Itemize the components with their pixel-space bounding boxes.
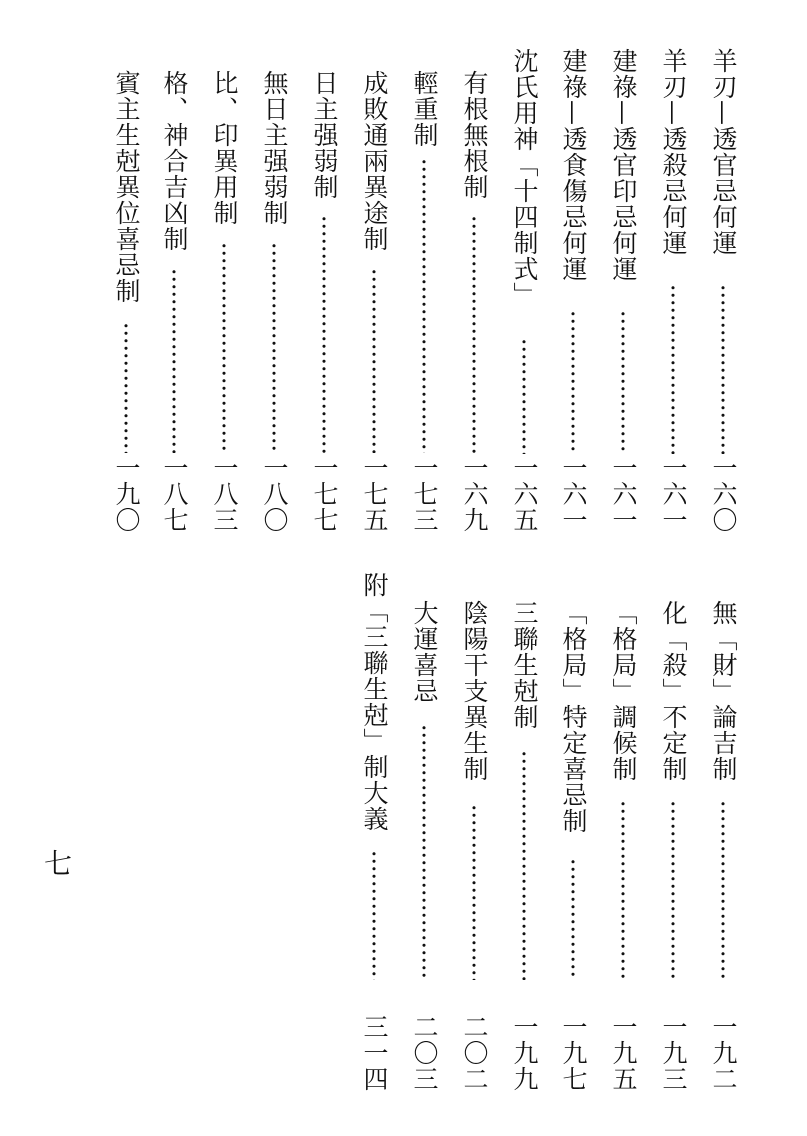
entry-title: 羊刃—透殺忌何運 <box>659 48 688 256</box>
toc-entry <box>356 572 392 1092</box>
entry-page: 一七三 <box>410 455 439 533</box>
entry-page: 一六〇 <box>709 455 738 533</box>
dot-leader <box>108 322 144 453</box>
entry-page: 一七七 <box>310 455 339 533</box>
dot-leader <box>356 850 392 980</box>
dot-leader <box>506 338 542 454</box>
toc-entry <box>705 48 741 533</box>
entry-title: 大運喜忌 <box>410 600 439 704</box>
entry-title: 賓主生尅異位喜忌制 <box>112 70 141 304</box>
entry-title: 成敗通兩異途制 <box>360 70 389 252</box>
entry-page: 一九七 <box>559 1014 588 1092</box>
entry-page: 一八三 <box>210 455 239 533</box>
entry-title: 無「財」論吉制 <box>709 600 738 782</box>
dot-leader <box>605 310 641 454</box>
entry-title: 建祿—透食傷忌何運 <box>559 48 588 282</box>
entry-title: 「格局」特定喜忌制 <box>559 600 588 834</box>
entry-page: 一九五 <box>609 1014 638 1092</box>
toc-entry <box>256 70 292 533</box>
entry-title: 建祿—透官印忌何運 <box>609 48 638 282</box>
dot-leader <box>406 724 442 980</box>
dot-leader <box>555 310 591 454</box>
entry-page: 一七五 <box>360 455 389 533</box>
toc-entry <box>108 70 144 533</box>
toc-entry <box>206 70 242 533</box>
entry-page: 三一四 <box>360 1014 389 1092</box>
toc-entry <box>456 600 492 1092</box>
entry-title: 比、印異用制 <box>210 70 239 226</box>
entry-page: 一六一 <box>609 455 638 533</box>
toc-entry <box>655 600 691 1092</box>
toc-entry <box>555 48 591 533</box>
dot-leader <box>206 242 242 453</box>
entry-title: 陰陽干支異生制 <box>460 600 489 782</box>
dot-leader <box>406 158 442 453</box>
dot-leader <box>705 800 741 980</box>
entry-title: 格、神合吉凶制 <box>160 70 189 252</box>
entry-page: 一六一 <box>659 455 688 533</box>
entry-page: 一九〇 <box>112 455 141 533</box>
entry-title: 羊刃—透官忌何運 <box>709 48 738 256</box>
entry-page: 一六五 <box>510 455 539 533</box>
toc-entry <box>406 70 442 533</box>
entry-title: 化「殺」不定制 <box>659 600 688 782</box>
entry-title: 輕重制 <box>410 70 439 148</box>
toc-entry <box>406 600 442 1092</box>
toc-entry <box>156 70 192 533</box>
dot-leader <box>306 215 342 453</box>
dot-leader <box>456 804 492 980</box>
dot-leader <box>506 750 542 980</box>
toc-entry <box>356 70 392 533</box>
entry-title: 有根無根制 <box>460 70 489 200</box>
entry-page: 二〇二 <box>460 1014 489 1092</box>
entry-title: 沈氏用神「十四制式」 <box>510 48 539 308</box>
entry-title: 附「三聯生尅」制大義 <box>360 572 389 832</box>
dot-leader <box>456 215 492 453</box>
dot-leader <box>705 284 741 454</box>
toc-entry <box>705 600 741 1092</box>
entry-title: 「格局」調候制 <box>609 600 638 782</box>
entry-page: 一九九 <box>510 1014 539 1092</box>
toc-entry <box>506 600 542 1092</box>
dot-leader <box>256 242 292 453</box>
dot-leader <box>555 858 591 980</box>
entry-page: 一九三 <box>659 1014 688 1092</box>
entry-page: 一八〇 <box>260 455 289 533</box>
entry-page: 一八七 <box>160 455 189 533</box>
entry-page: 一六九 <box>460 455 489 533</box>
entry-title: 無日主强弱制 <box>260 70 289 226</box>
entry-page: 一六一 <box>559 455 588 533</box>
dot-leader <box>655 284 691 454</box>
toc-entry <box>605 600 641 1092</box>
dot-leader <box>605 800 641 980</box>
toc-entry <box>456 70 492 533</box>
entry-page: 一九二 <box>709 1014 738 1092</box>
page-number: 七 <box>44 847 73 880</box>
toc-entry <box>306 70 342 533</box>
entry-title: 三聯生尅制 <box>510 600 539 730</box>
dot-leader <box>655 800 691 980</box>
toc-entry <box>555 600 591 1092</box>
toc-entry <box>655 48 691 533</box>
toc-entry <box>605 48 641 533</box>
toc-entry <box>506 48 542 533</box>
entry-title: 日主强弱制 <box>310 70 339 200</box>
dot-leader <box>156 268 192 453</box>
dot-leader <box>356 268 392 453</box>
entry-page: 二〇三 <box>410 1014 439 1092</box>
